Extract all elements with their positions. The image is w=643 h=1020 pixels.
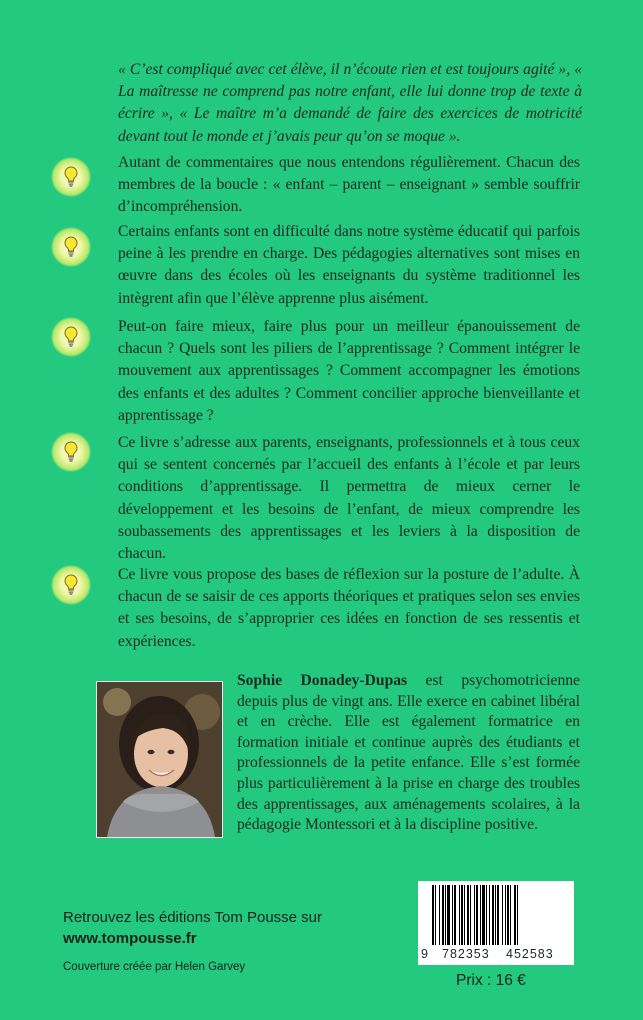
- price: Prix : 16 €: [456, 972, 526, 989]
- intro-quote: « C’est compliqué avec cet élève, il n’écoute rien et est toujours agité », « La maîtresse ne comprend pas notre enfant, elle lui donne trop de texte à écrire », « Le maître m’a demandé de faire des exercices de motricité devant tout le monde et j’avais peur qu’on se moque ».: [118, 61, 582, 145]
- barcode-bar: [461, 885, 463, 945]
- barcode-bar: [480, 885, 481, 945]
- lightbulb-icon: [51, 227, 91, 267]
- barcode-bar: [432, 885, 434, 945]
- lightbulb-icon: [51, 432, 91, 472]
- author-photo: [96, 681, 223, 838]
- author-bio-text: est psychomotricienne depuis plus de vingt ans. Elle exerce en cabinet libéral et en crèche. Elle est également formatrice en formation initiale et continue auprès des étudiants et professionnels de la petite enfance. Elle s’est formée plus particulièrement à la prise en charge des troubles des apprentissages, aux aménagements scolaires, à la pédagogie Montessori et à la discipline positive.: [237, 672, 580, 834]
- barcode-bar: [505, 885, 506, 945]
- lightbulb-icon: [51, 157, 91, 197]
- barcode-bar: [470, 885, 471, 945]
- barcode-bar: [486, 885, 487, 945]
- paragraph-4: Ce livre s’adresse aux parents, enseignants, professionnels et à tous ceux qui se sentent concernés par l’accueil des enfants à l’école et par leurs conditions d’apprentissage. Il permettra de mieux cerner le développement et les besoins de l’enfant, de mieux comprendre les soubassements des apprentissages et les leviers à la disposition de chacun.: [118, 434, 580, 563]
- barcode-bar: [510, 885, 511, 945]
- barcode-bar: [507, 885, 509, 945]
- barcode-bar: [435, 885, 436, 945]
- paragraph-3: Peut-on faire mieux, faire plus pour un meilleur épanouissement de chacun ? Quels sont les piliers de l’apprentissage ? Comment intégrer le mouvement aux apprentissages ? Comment accompagner les émotions des enfants et des adultes ? Comment concilier approche bienveillante et apprentissage ?: [118, 318, 580, 424]
- barcode-bar: [495, 885, 496, 945]
- barcode-bar: [489, 885, 490, 945]
- barcode-bar: [464, 885, 465, 945]
- paragraph-2: Certains enfants sont en difficulté dans notre système éducatif qui parfois peine à les prendre en charge. Des pédagogies alternatives sont mises en œuvre dans des écoles où les enseignants du système traditionnel les intègrent afin que l’élève apprenne plus aisément.: [118, 223, 580, 307]
- barcode-bar: [482, 885, 485, 945]
- barcode-digits-left: 782353: [442, 947, 490, 961]
- barcode-digits-right: 452583: [506, 947, 554, 961]
- barcode-bar: [454, 885, 456, 945]
- barcode-bar: [474, 885, 475, 945]
- publisher-website[interactable]: www.tompousse.fr: [63, 930, 197, 947]
- paragraph-5: Ce livre vous propose des bases de réflexion sur la posture de l’adulte. À chacun de se saisir de ces apports théoriques et pratiques selon ses envies et ses besoins, de s’approprier ces idées en fonction de ses ressentis et expériences.: [118, 566, 580, 650]
- barcode-bar: [467, 885, 469, 945]
- barcode-bar: [517, 885, 518, 945]
- author-bio: [237, 671, 580, 836]
- barcode-bar: [452, 885, 453, 945]
- barcode-bar: [459, 885, 460, 945]
- barcode-bar: [497, 885, 499, 945]
- barcode-bar: [514, 885, 516, 945]
- publisher-line: Retrouvez les éditions Tom Pousse sur: [63, 909, 323, 926]
- author-name: Sophie Donadey-Dupas: [237, 672, 408, 689]
- lightbulb-icon: [51, 565, 91, 605]
- barcode-digit-first: 9: [421, 947, 428, 961]
- paragraph-1: Autant de commentaires que nous entendons régulièrement. Chacun des membres de la boucle : « enfant – parent – enseignant » semble souffrir d’incompréhension.: [118, 154, 580, 216]
- barcode-bar: [492, 885, 494, 945]
- barcode-bar: [439, 885, 440, 945]
- barcode-bar: [476, 885, 478, 945]
- barcode: [418, 881, 574, 965]
- lightbulb-icon: [51, 317, 91, 357]
- cover-credit: Couverture créée par Helen Garvey: [63, 961, 246, 973]
- barcode-bar: [445, 885, 446, 945]
- barcode-bar: [447, 885, 450, 945]
- barcode-bar: [502, 885, 503, 945]
- barcode-bar: [442, 885, 444, 945]
